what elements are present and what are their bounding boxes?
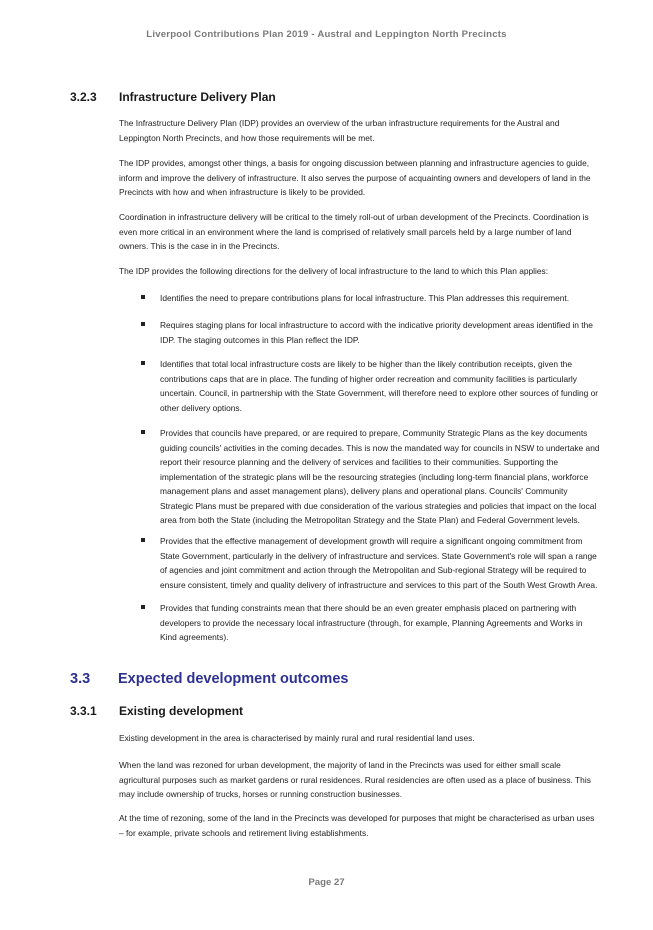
list-item: Identifies that total local infrastructure costs are likely to be higher than the likely contribution receipts, given the contributions caps that are in place. The funding of higher order recreation and community facilities is particularly uncertain. Council, in partnership with the State Government, will therefore need to explore other sources of funding or other delivery options.: [160, 359, 599, 413]
paragraph: Existing development in the area is characterised by mainly rural and rural residential land uses.: [119, 733, 475, 743]
paragraph: The IDP provides the following directions for the delivery of local infrastructure to the land to which this Plan applies:: [119, 266, 549, 276]
list-item: Requires staging plans for local infrastructure to accord with the indicative priority development areas identified in the IDP. The staging outcomes in this Plan reflect the IDP.: [160, 320, 593, 345]
paragraph: The IDP provides, amongst other things, a basis for ongoing discussion between planning and infrastructure agencies to guide, inform and improve the delivery of infrastructure. It also serves the purpose of acquainting owners and developers of land in the Precincts with how and when infrastructure is likely to be provided.: [119, 158, 591, 197]
bullet-marker: [141, 291, 147, 297]
paragraph: The Infrastructure Delivery Plan (IDP) provides an overview of the urban infrastructure requirements for the Austral and Leppington North Precincts, and how those requirements will be met.: [119, 118, 560, 143]
bullet-marker: [141, 426, 147, 432]
section-heading-3-3-1: [70, 704, 243, 718]
bullet-marker: [141, 318, 147, 324]
list-item: Identifies the need to prepare contributions plans for local infrastructure. This Plan addresses this requirement.: [160, 293, 570, 303]
section-title: Existing development: [119, 704, 244, 718]
section-number: 3.3: [70, 671, 91, 687]
bullet-marker: [141, 601, 147, 607]
section-title: Expected development outcomes: [118, 671, 349, 687]
section-heading-3-2-3: [70, 90, 276, 104]
list-item: Provides that councils have prepared, or are required to prepare, Community Strategic Plans as the key documents guiding councils' activities in the coming decades. This is now the mandated way for councils in NSW to undertake and report their resource planning and the delivery of services and facilities to their communities. Supporting the implementation of the strategic plans will be the resourcing strategies (including long-term financial plans, workforce management plans and asset management plans), delivery plans and operational plans. Councils' Community Strategic Plans must be prepared with due consideration of the various strategies and policies that impact on the local area from both the State (including the Metropolitan Strategy and the State Plan) and Federal Government levels.: [160, 428, 600, 525]
list-item: Provides that the effective management of development growth will require a significant ongoing commitment from State Government, particularly in the delivery of infrastructure and services. State Government's role will span a range of agencies and joint commitment and action through the Metropolitan and Sub-regional Strategy will be required to ensure consistent, timely and quality delivery of infrastructure and services to this part of the South West Growth Area.: [160, 536, 598, 590]
page-number: Page 27: [308, 877, 345, 888]
section-heading-3-3: [70, 671, 348, 687]
bullet-marker: [141, 534, 147, 540]
paragraph: Coordination in infrastructure delivery will be critical to the timely roll-out of urban development of the Precincts. Coordination is even more critical in an environment where the land is comprised of relatively small parcels held by a large number of land owners. This is the case in in the Precincts.: [119, 212, 589, 251]
section-number: 3.2.3: [70, 90, 97, 104]
list-item: Provides that funding constraints mean that there should be an even greater emphasis placed on partnering with developers to provide the necessary local infrastructure (through, for example, Planning Agreements and Works in Kind agreements).: [160, 603, 583, 642]
paragraph: At the time of rezoning, some of the land in the Precincts was developed for purposes that might be characterised as urban uses – for example, private schools and retirement living establishments.: [119, 813, 595, 838]
running-header: Liverpool Contributions Plan 2019 - Austral and Leppington North Precincts: [146, 29, 507, 40]
section-title: Infrastructure Delivery Plan: [119, 90, 276, 104]
paragraph: When the land was rezoned for urban development, the majority of land in the Precincts was used for either small scale agricultural purposes such as market gardens or rural residences. Rural residencies are often used as a place of business. This may include ownership of trucks, horses or running construction businesses.: [119, 760, 591, 799]
bullet-marker: [141, 357, 147, 363]
section-number: 3.3.1: [70, 704, 97, 718]
